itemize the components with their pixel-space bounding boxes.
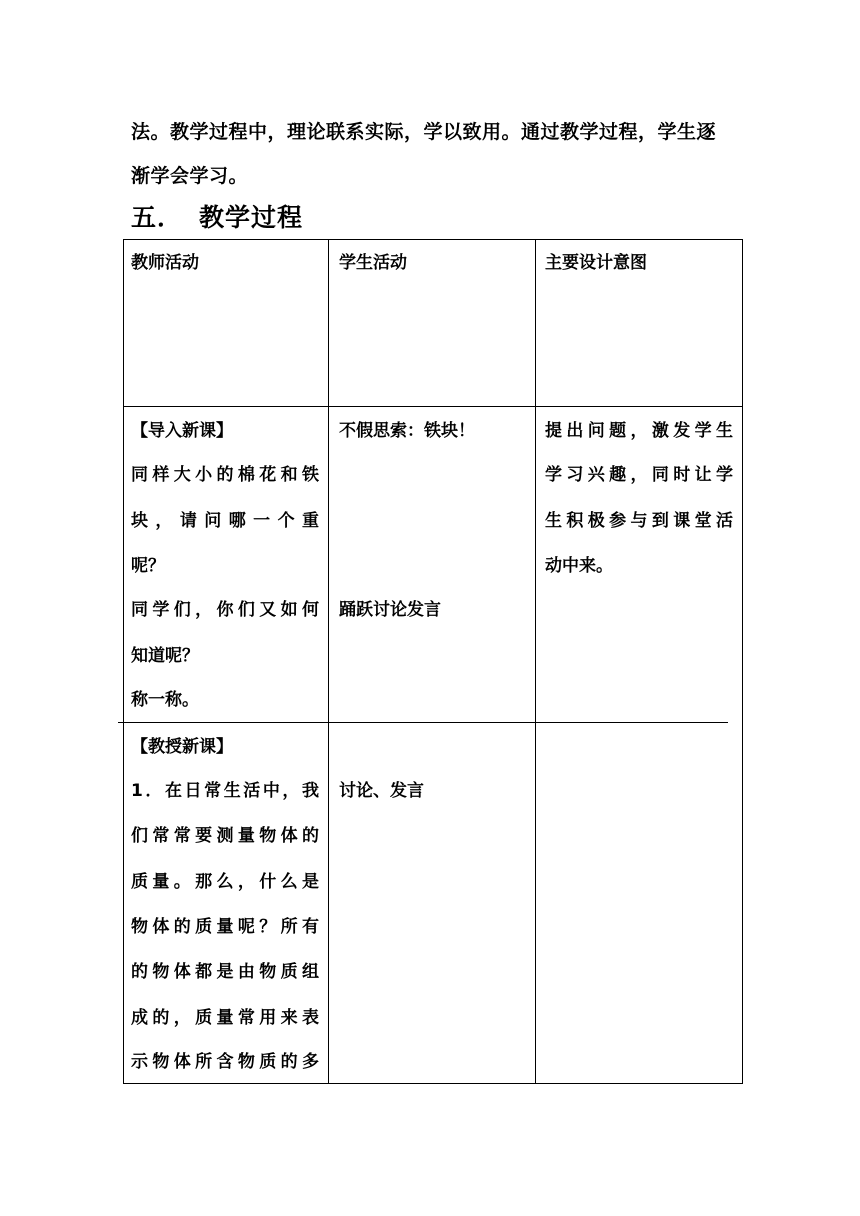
table-row-divider-2: [118, 722, 728, 723]
header-student-activity: 学生活动: [339, 253, 407, 273]
row1-intent-line-4: 动中来。: [545, 556, 613, 576]
row1-teacher-line-1: 同样大小的棉花和铁: [131, 465, 319, 485]
section-title: 教学过程: [199, 203, 304, 232]
table-col-divider-2: [535, 239, 536, 1084]
row2-teacher-line-5: 的物体都是由物质组: [131, 962, 319, 982]
intro-line-1: 法。教学过程中，理论联系实际，学以致用。通过教学过程，学生逐: [131, 121, 717, 143]
row1-teacher-line-2: 块，请问哪一个重: [131, 511, 319, 531]
row1-teacher-title: 【导入新课】: [131, 421, 233, 441]
table-bottom-border: [123, 1083, 743, 1084]
row1-intent-line-3: 生积极参与到课堂活: [545, 511, 733, 531]
row1-student-line-1: 不假思索：铁块！: [339, 421, 475, 441]
row1-intent-line-1: 提出问题，激发学生: [545, 421, 733, 441]
header-teacher-activity: 教师活动: [131, 253, 199, 273]
row2-teacher-title: 【教授新课】: [131, 737, 233, 757]
row1-teacher-line-4: 同学们，你们又如何: [131, 600, 319, 620]
table-top-border: [123, 239, 743, 240]
row1-teacher-line-5: 知道呢？: [131, 646, 199, 666]
table-right-border: [742, 239, 743, 1084]
row2-teacher-line-6: 成的，质量常用来表: [131, 1008, 319, 1028]
table-row-divider-1: [123, 406, 743, 407]
row1-teacher-line-3: 呢？: [131, 556, 165, 576]
table-left-border: [123, 239, 124, 722]
row1-intent-line-2: 学习兴趣，同时让学: [545, 465, 733, 485]
row2-teacher-line-7: 示物体所含物质的多: [131, 1052, 319, 1072]
row2-teacher-line-4: 物体的质量呢？所有: [131, 917, 319, 937]
table-left-border-lower: [123, 723, 124, 1084]
section-number: 五．: [131, 203, 184, 232]
row2-teacher-line-2: 们常常要测量物体的: [131, 826, 319, 846]
row2-student-line-1: 讨论、发言: [339, 781, 424, 801]
row1-student-line-2: 踊跃讨论发言: [339, 600, 441, 620]
header-design-intent: 主要设计意图: [545, 253, 647, 273]
intro-line-2: 渐学会学习。: [131, 165, 249, 187]
row1-teacher-line-6: 称一称。: [131, 690, 199, 710]
row2-teacher-line-3: 质量。那么，什么是: [131, 872, 319, 892]
table-col-divider-1: [328, 239, 329, 1084]
section-heading: [131, 198, 303, 234]
row2-teacher-line-1: 1．在日常生活中，我: [131, 781, 319, 801]
